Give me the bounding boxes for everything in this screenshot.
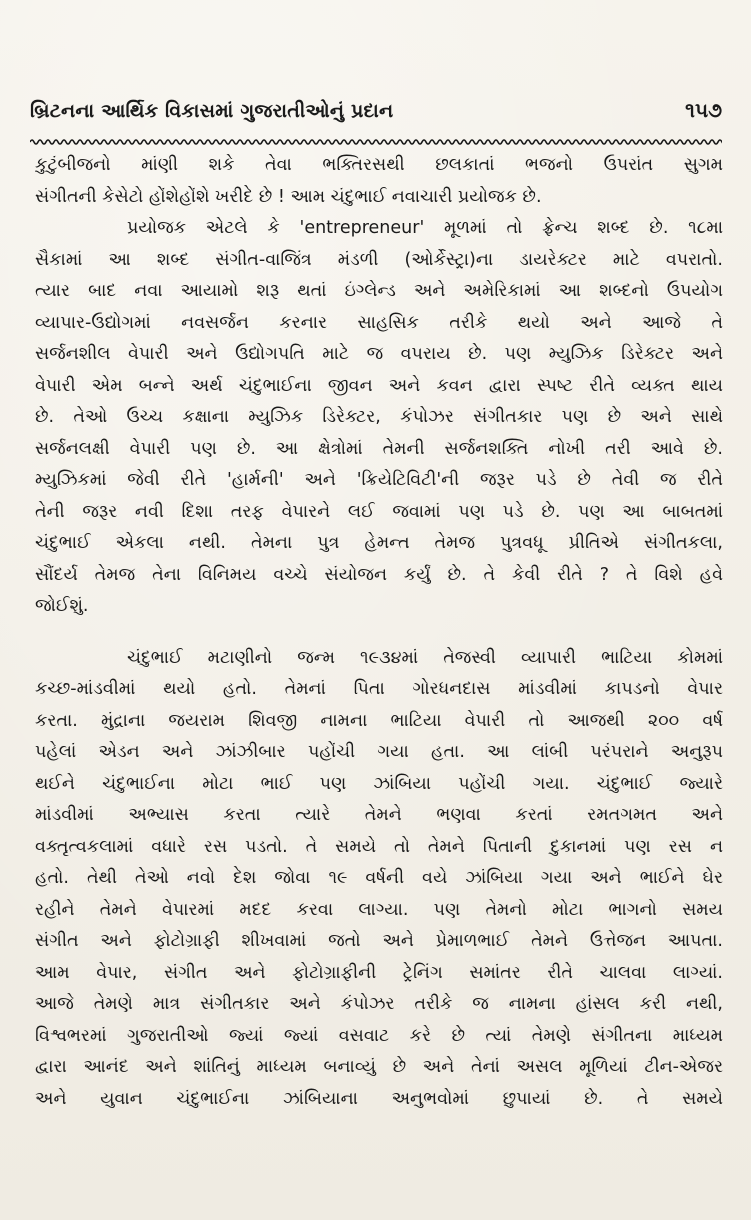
- paragraph-3: [35, 643, 723, 1116]
- text-line: ત્યાર બાદ નવા આયામો શરૂ થતાં ઇંગ્લેન્ડ અને અમેરિકામાં આ શબ્દનો ઉપયોગ: [35, 281, 723, 301]
- text-line: વ્યાપાર-ઉદ્યોગમાં નવસર્જન કરનાર સાહસિક તરીકે થયો અને આજે તે: [35, 312, 723, 333]
- paragraph-2: [35, 213, 723, 623]
- text-line: વક્તૃત્વકલામાં વધારે રસ પડતો. તે સમયે તો તેમને પિતાની દુકાનમાં પણ રસ ન: [35, 836, 723, 857]
- text-line: હતો. તેથી તેઓ નવો દેશ જોવા ૧૯ વર્ષની વયે ઝાંબિયા ગયા અને ભાઈને ઘેર: [35, 868, 723, 888]
- text-line: છે. તેઓ ઉચ્ચ કક્ષાના મ્યુઝિક ડિરેક્ટર, કંપોઝર સંગીતકાર પણ છે અને સાથે: [35, 407, 723, 427]
- text-line: સર્જનલક્ષી વેપારી પણ છે. આ ક્ષેત્રોમાં તેમની સર્જનશક્તિ નોખી તરી આવે છે.: [35, 438, 723, 459]
- text-line: સૌંદર્ય તેમજ તેના વિનિમય વચ્ચે સંયોજન કર્યું છે. તે કેવી રીતે ? તે વિશે હવે: [35, 564, 723, 585]
- text-line: ચંદુભાઈ મટાણીનો જન્મ ૧૯૩૪માં તેજસ્વી વ્યાપારી ભાટિયા કોમમાં: [127, 647, 723, 668]
- text-line: પહેલાં એડન અને ઝાંઝીબાર પહોંચી ગયા હતા. આ લાંબી પરંપરાને અનુરૂપ: [35, 742, 723, 762]
- text-line: વેપારી એમ બન્ને અર્થ ચંદુભાઈના જીવન અને કવન દ્વારા સ્પષ્ટ રીતે વ્યક્ત થાય: [35, 375, 723, 396]
- header-wavy-rule: [30, 138, 722, 146]
- running-title: બ્રિટનના આર્થિક વિકાસમાં ગુજરાતીઓનું પ્રદાન: [30, 100, 394, 122]
- page-header: [30, 92, 722, 132]
- paragraph-gap: [35, 623, 723, 643]
- text-line: સર્જનશીલ વેપારી અને ઉદ્યોગપતિ માટે જ વપરાય છે. પણ મ્યુઝિક ડિરેક્ટર અને: [35, 344, 723, 364]
- text-line: કુટુંબીજનો માંણી શકે તેવા ભક્તિરસથી છલકાતાં ભજનો ઉપરાંત સુગમ: [35, 155, 723, 175]
- text-line: જોઈશું.: [35, 596, 89, 616]
- text-line: સૈકામાં આ શબ્દ સંગીત-વાજિંત્ર મંડળી (ઓર્કેસ્ટ્રા)ના ડાયરેક્ટર માટે વપરાતો.: [35, 249, 723, 270]
- text-line: અને યુવાન ચંદુભાઈના ઝાંબિયાના અનુભવોમાં છુપાયાં છે. તે સમયે: [35, 1088, 723, 1109]
- text-line: માંડવીમાં અભ્યાસ કરતા ત્યારે તેમને ભણવા કરતાં રમતગમત અને: [35, 805, 723, 825]
- text-line: કરતા. મુંદ્રાના જયરામ શિવજી નામના ભાટિયા વેપારી તો આજથી ૨૦૦ વર્ષ: [35, 710, 723, 731]
- text-line: પ્રયોજક એટલે કે 'entrepreneur' મૂળમાં તો ફ્રેન્ચ શબ્દ છે. ૧૮મા: [127, 218, 723, 238]
- text-line: સંગીતની કેસેટો હોંશેહોંશે ખરીદે છે ! આમ ચંદુભાઈ નવાચારી પ્રયોજક છે.: [35, 186, 542, 207]
- text-line: દ્વારા આનંદ અને શાંતિનું માધ્યમ બનાવ્યું છે અને તેનાં અસલ મૂળિયાં ટીન-એજર: [35, 1057, 723, 1077]
- text-line: ચંદુભાઈ એકલા નથી. તેમના પુત્ર હેમન્ત તેમજ પુત્રવધૂ પ્રીતિએ સંગીતકલા,: [35, 533, 723, 553]
- text-line: આજે તેમણે માત્ર સંગીતકાર અને કંપોઝર તરીકે જ નામના હાંસલ કરી નથી,: [35, 994, 723, 1014]
- text-line: સંગીત અને ફોટોગ્રાફી શીખવામાં જતો અને પ્રેમાળભાઈ તેમને ઉત્તેજન આપતા.: [35, 931, 723, 951]
- text-line: થઈને ચંદુભાઈના મોટા ભાઈ પણ ઝાંબિયા પહોંચી ગયા. ચંદુભાઈ જ્યારે: [35, 773, 723, 794]
- text-line: તેની જરૂર નવી દિશા તરફ વેપારને લઈ જવામાં પણ પડે છે. પણ આ બાબતમાં: [35, 501, 723, 522]
- paragraph-1: [35, 150, 723, 213]
- page-number: ૧૫૭: [685, 98, 722, 122]
- text-line: કચ્છ-માંડવીમાં થયો હતો. તેમનાં પિતા ગોરધનદાસ માંડવીમાં કાપડનો વેપાર: [35, 679, 723, 699]
- text-line: વિશ્વભરમાં ગુજરાતીઓ જ્યાં જ્યાં વસવાટ કરે છે ત્યાં તેમણે સંગીતના માધ્યમ: [35, 1025, 723, 1046]
- text-line: મ્યુઝિકમાં જેવી રીતે 'હાર્મની' અને 'ક્રિયેટિવિટી'ની જરૂર પડે છે તેવી જ રીતે: [35, 470, 723, 490]
- text-line: રહીને તેમને વેપારમાં મદદ કરવા લાગ્યા. પણ તેમનો મોટા ભાગનો સમય: [35, 899, 723, 920]
- body-text: [35, 150, 723, 1115]
- text-line: આમ વેપાર, સંગીત અને ફોટોગ્રાફીની ટ્રેનિંગ સમાંતર રીતે ચાલવા લાગ્યાં.: [35, 962, 723, 983]
